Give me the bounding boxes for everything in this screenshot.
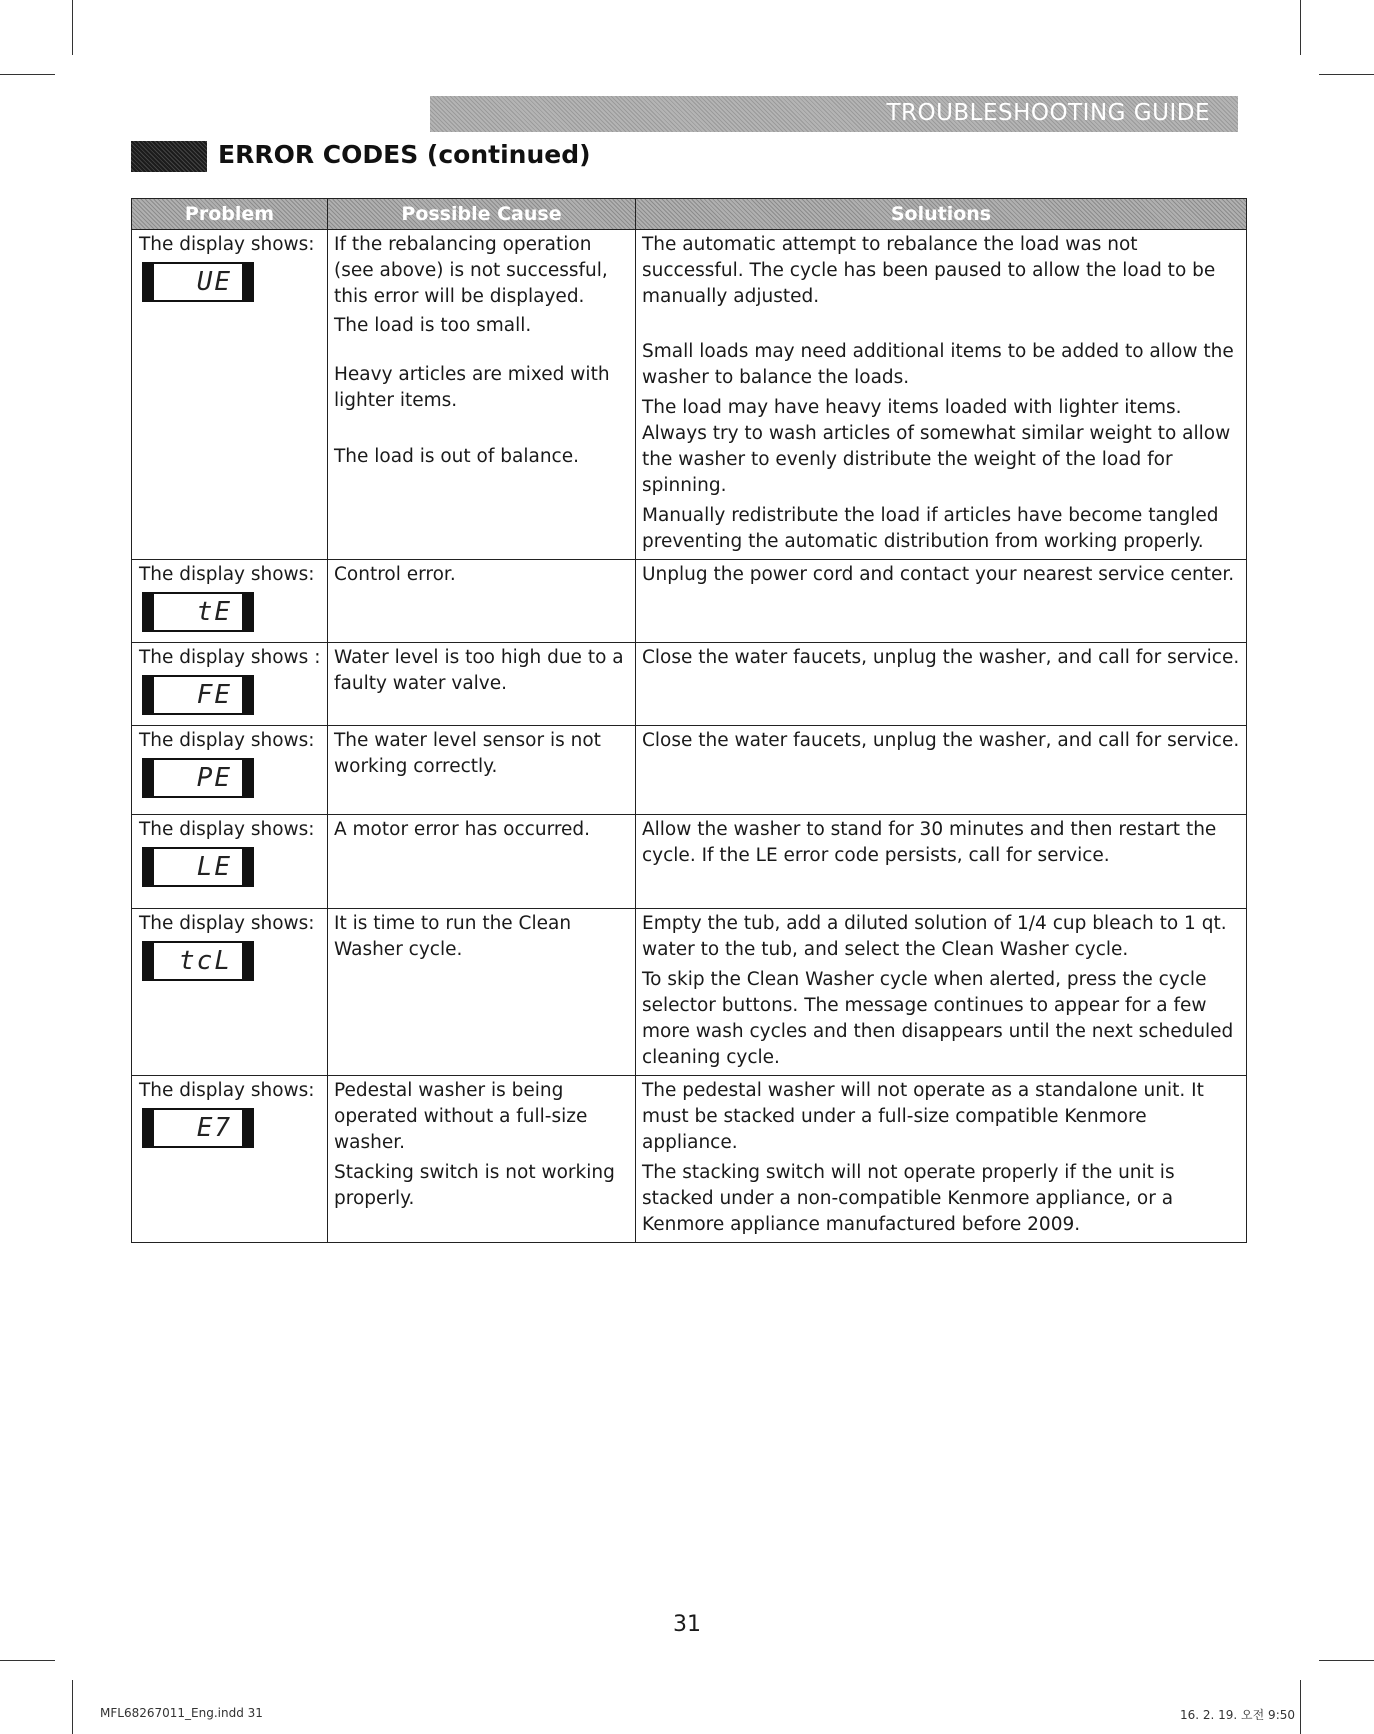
cause-cell [328,560,636,643]
solution-text: To skip the Clean Washer cycle when alerted, press the cycle selector buttons. The message continues to appear for a few more wash cycles and then disappears until the next scheduled cleaning cycle. [642,969,1234,1068]
problem-text: The display shows: [139,234,315,255]
solution-text: Close the water faucets, unplug the washer, and call for service. [642,647,1240,668]
problem-cell [132,815,328,909]
cause-text: Stacking switch is not working properly. [334,1162,615,1209]
solution-text: Allow the washer to stand for 30 minutes and then restart the cycle. If the LE error code persists, call for service. [642,819,1217,866]
cause-text: Pedestal washer is being operated without a full-size washer. [334,1080,588,1153]
table-row [132,230,1247,560]
section-banner [430,96,1238,132]
solution-cell [636,560,1247,643]
crop-mark [0,1660,55,1661]
cause-cell [328,726,636,815]
lcd-display-icon [142,592,254,632]
solution-text: Close the water faucets, unplug the washer, and call for service. [642,730,1240,751]
page-number: 31 [673,1612,701,1637]
cause-cell [328,1076,636,1243]
solution-cell [636,643,1247,726]
problem-cell [132,230,328,560]
solution-text: Manually redistribute the load if articles have become tangled preventing the automatic distribution from working properly. [642,505,1219,552]
lcd-display-icon [142,758,254,798]
solution-text: Unplug the power cord and contact your nearest service center. [642,564,1235,585]
solution-text: The automatic attempt to rebalance the load was not successful. The cycle has been paused to allow the load to be manually adjusted. [642,234,1216,307]
error-code: FE [196,680,232,710]
cause-text: The load is too small. [334,315,532,336]
section-marker [131,141,207,172]
print-timestamp: 16. 2. 19. 오전 9:50 [1180,1708,1296,1722]
lcd-display-icon [142,1108,254,1148]
column-header-cause: Possible Cause [328,199,636,230]
error-code: UE [196,267,232,297]
page-title: ERROR CODES (continued) [218,140,591,169]
cause-text: Heavy articles are mixed with lighter items. [334,364,610,411]
cause-cell [328,230,636,560]
solution-cell [636,815,1247,909]
solution-cell [636,909,1247,1076]
problem-cell [132,560,328,643]
error-codes-table [131,198,1247,1243]
cause-cell [328,643,636,726]
solution-cell [636,1076,1247,1243]
error-code: E7 [196,1113,232,1143]
cause-text: If the rebalancing operation (see above) is not successful, this error will be displayed. [334,234,608,307]
problem-text: The display shows: [139,913,315,934]
lcd-display-icon [142,847,254,887]
problem-text: The display shows: [139,564,315,585]
table-row [132,643,1247,726]
table-row [132,1076,1247,1243]
cause-text: Control error. [334,564,456,585]
solution-cell [636,230,1247,560]
column-header-solutions: Solutions [636,199,1247,230]
cause-text: It is time to run the Clean Washer cycle. [334,913,572,960]
error-code: tE [196,597,232,627]
solution-text: The pedestal washer will not operate as a standalone unit. It must be stacked under a full-size compatible Kenmore appliance. [642,1080,1204,1153]
solution-cell [636,726,1247,815]
problem-text: The display shows: [139,819,315,840]
solution-text: Empty the tub, add a diluted solution of 1/4 cup bleach to 1 qt. water to the tub, and select the Clean Washer cycle. [642,913,1227,960]
cause-text: A motor error has occurred. [334,819,591,840]
crop-mark [0,74,55,75]
problem-cell [132,909,328,1076]
problem-cell [132,726,328,815]
problem-cell [132,1076,328,1243]
table-row [132,909,1247,1076]
problem-text: The display shows : [139,647,321,668]
cause-cell [328,909,636,1076]
problem-cell [132,643,328,726]
lcd-display-icon [142,675,254,715]
lcd-display-icon [142,262,254,302]
solution-text: The load may have heavy items loaded with lighter items. Always try to wash articles of somewhat similar weight to allow the washer to evenly distribute the weight of the load for spinning. [642,397,1231,496]
file-name: MFL68267011_Eng.indd 31 [100,1706,263,1720]
crop-mark [1319,1660,1374,1661]
error-code: PE [196,763,232,793]
cause-text: The water level sensor is not working correctly. [334,730,601,777]
crop-mark [72,0,73,55]
column-header-problem: Problem [132,199,328,230]
banner-title: TROUBLESHOOTING GUIDE [886,100,1210,126]
problem-text: The display shows: [139,1080,315,1101]
problem-text: The display shows: [139,730,315,751]
cause-text: The load is out of balance. [334,446,579,467]
table-row [132,726,1247,815]
cause-cell [328,815,636,909]
table-row [132,815,1247,909]
error-code: tcL [179,946,232,976]
solution-text: Small loads may need additional items to be added to allow the washer to balance the loads. [642,341,1234,388]
error-code: LE [196,852,232,882]
crop-mark [1300,0,1301,55]
lcd-display-icon [142,941,254,981]
crop-mark [1300,1680,1301,1734]
crop-mark [1319,74,1374,75]
solution-text: The stacking switch will not operate properly if the unit is stacked under a non-compatible Kenmore appliance, or a Kenmore appliance manufactured before 2009. [642,1162,1175,1235]
crop-mark [72,1680,73,1734]
table-row [132,560,1247,643]
cause-text: Water level is too high due to a faulty water valve. [334,647,624,694]
